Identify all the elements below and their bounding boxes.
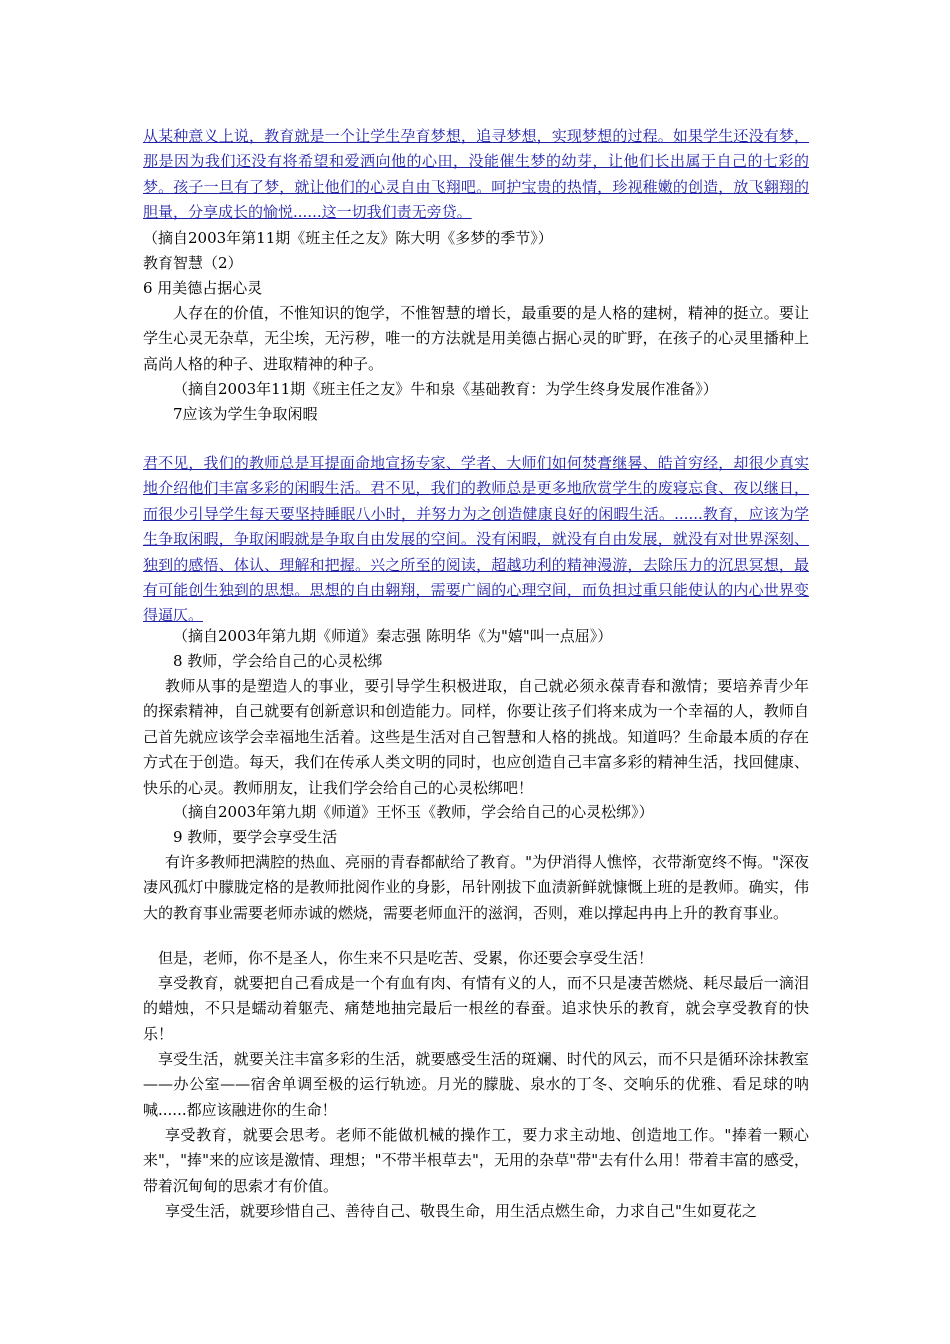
hyperlink-paragraph-leisure[interactable]: 君不见，我们的教师总是耳提面命地宣扬专家、学者、大师们如何焚膏继晷、皓首穷经，却很少真实地介绍他们丰富多彩的闲暇生活。君不见，我们的教师总是更多地欣赏学生的废寝忘食、夜以继日，而很少引导学生每天要坚持睡眠八小时，并努力为之创造健康良好的闲暇生活。......教育，应该为学生争取闲暇，争取闲暇就是争取自由发展的空间。没有闲暇，就没有自由发展，就没有对世界深刻、独到的感悟、体认、理解和把握。兴之所至的阅读，超越功利的精神漫游，去除压力的沉思冥想，最有可能创生独到的思想。思想的自由翱翔，需要广阔的心理空间，而负担过重只能使认的内心世界变得逼仄。 bbox=[143, 454, 809, 625]
citation-paragraph: （摘自2003年第九期《师道》秦志强 陈明华《为"嬉"叫一点屈》） bbox=[173, 627, 613, 645]
citation-paragraph: （摘自2003年第九期《师道》王怀玉《教师，学会给自己的心灵松绑》） bbox=[173, 803, 654, 821]
subsection-heading: 8 教师，学会给自己的心灵松绑 bbox=[173, 652, 383, 670]
subsection-heading: 6 用美德占据心灵 bbox=[143, 279, 263, 297]
subsection-heading: 9 教师，要学会享受生活 bbox=[173, 828, 338, 846]
section-heading: 教育智慧（2） bbox=[143, 254, 243, 272]
body-paragraph: 人存在的价值，不惟知识的饱学，不惟智慧的增长，最重要的是人格的建树，精神的挺立。要让学生心灵无杂草，无尘埃，无污秽，唯一的方法就是用美德占据心灵的旷野，在孩子的心灵里播种上高尚人格的种子、进取精神的种子。 bbox=[143, 304, 809, 373]
body-paragraph: 享受教育，就要把自己看成是一个有血有肉、有情有义的人，而不只是凄苦燃烧、耗尽最后一滴泪的蜡烛，不只是蠕动着躯壳、痛楚地抽完最后一根丝的春蚕。追求快乐的教育，就会享受教育的快乐！ bbox=[143, 974, 809, 1043]
body-paragraph: 享受生活，就要珍惜自己、善待自己、敬畏生命，用生活点燃生命，力求自己"生如夏花之 bbox=[165, 1202, 757, 1220]
citation-paragraph: （摘自2003年第11期《班主任之友》陈大明《多梦的季节》） bbox=[143, 229, 553, 247]
body-paragraph: 有许多教师把满腔的热血、亮丽的青春都献给了教育。"为伊消得人憔悴，衣带渐宽终不悔。"深夜凄风孤灯中朦胧定格的是教师批阅作业的身影，吊针刚拔下血渍新鲜就慷慨上班的是教师。确实，伟大的教育事业需要老师赤诚的燃烧，需要老师血汗的滋润，否则，难以撑起冉冉上升的教育事业。 bbox=[143, 853, 809, 922]
body-paragraph: 享受生活，就要关注丰富多彩的生活，就要感受生活的斑斓、时代的风云，而不只是循环涂抹教室——办公室——宿舍单调至极的运行轨迹。月光的朦胧、泉水的丁冬、交响乐的优雅、看足球的呐喊......都应该融进你的生命！ bbox=[143, 1050, 809, 1119]
citation-paragraph: （摘自2003年11期《班主任之友》牛和泉《基础教育：为学生终身发展作准备》） bbox=[173, 380, 718, 398]
subsection-heading: 7应该为学生争取闲暇 bbox=[173, 405, 318, 423]
hyperlink-paragraph-dream[interactable]: 从某种意义上说，教育就是一个让学生孕育梦想，追寻梦想，实现梦想的过程。如果学生还没有梦，那是因为我们还没有将希望和爱洒向他的心田，没能催生梦的幼芽，让他们长出属于自己的七彩的梦。孩子一旦有了梦，就让他们的心灵自由飞翔吧。呵护宝贵的热情，珍视稚嫩的创造，放飞翱翔的胆量，分享成长的愉悦......这一切我们责无旁贷。 bbox=[143, 127, 809, 222]
body-paragraph: 享受教育，就要会思考。老师不能做机械的操作工，要力求主动地、创造地工作。"捧着一颗心来"，"捧"来的应该是激情、理想；"不带半根草去"，无用的杂草"带"去有什么用！带着丰富的感受，带着沉甸甸的思索才有价值。 bbox=[143, 1126, 809, 1195]
body-paragraph: 但是，老师，你不是圣人，你生来不只是吃苦、受累，你还要会享受生活！ bbox=[158, 949, 654, 967]
body-paragraph: 教师从事的是塑造人的事业，要引导学生积极进取，自己就必须永葆青春和激情；要培养青少年的探索精神，自己就要有创新意识和创造能力。同样，你要让孩子们将来成为一个幸福的人，教师自己首先就应该学会幸福地生活着。这些是生活对自己智慧和人格的挑战。知道吗？生命最本质的存在方式在于创造。每天，我们在传承人类文明的同时，也应创造自己丰富多彩的精神生活，找回健康、快乐的心灵。教师朋友，让我们学会给自己的心灵松绑吧！ bbox=[143, 677, 809, 797]
